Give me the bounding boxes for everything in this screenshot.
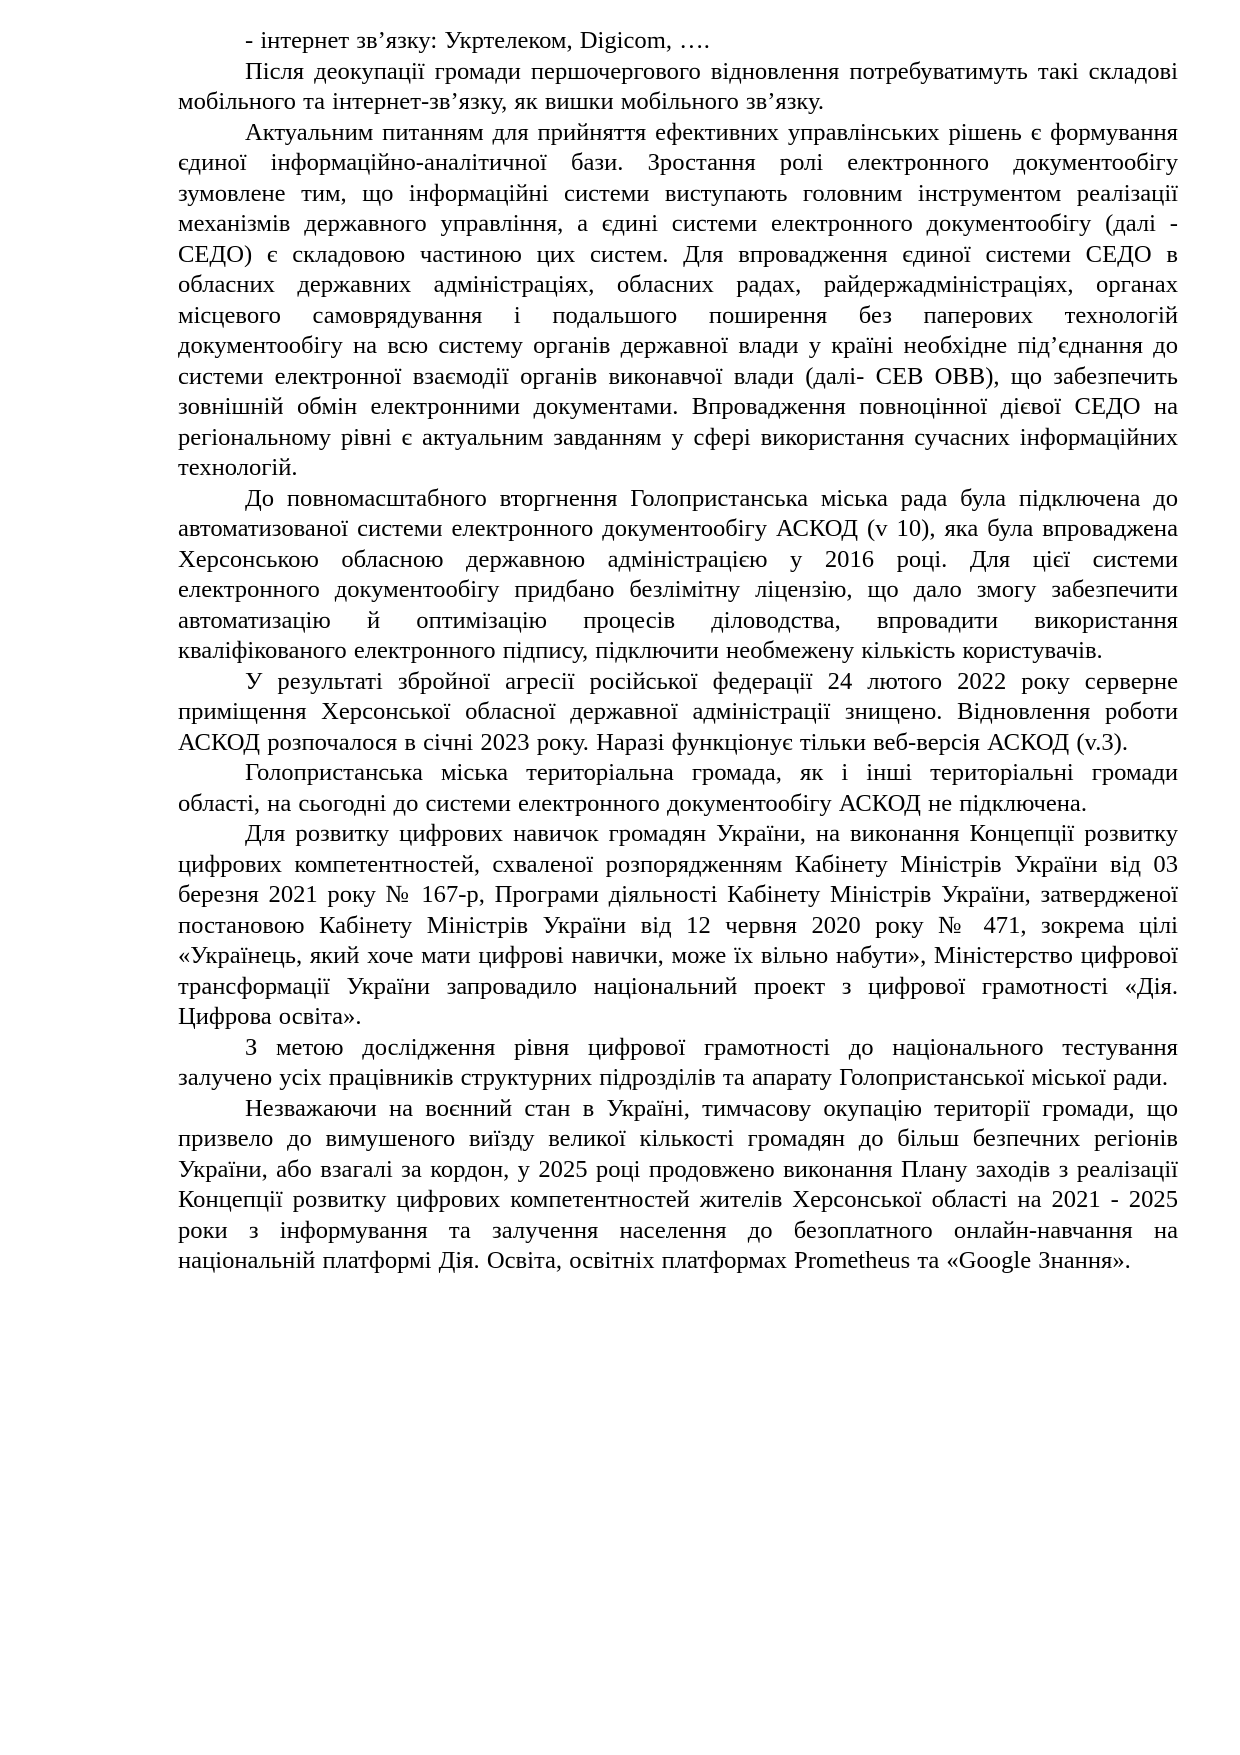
paragraph-hromada-not-connected: Голопристанська міська територіальна громада, як і інші територіальні громади області, на сьогодні до системи електронного документообігу АСКОД не підключена.: [178, 759, 1178, 817]
paragraph-server-destroyed-2022: У результаті збройної агресії російської федерації 24 лютого 2022 року серверне приміщення Херсонської обласної державної адміністрації знищено. Відновлення роботи АСКОД розпочалося в січні 2023 року. Наразі функціонує тільки веб-версія АСКОД (v.3).: [178, 667, 1178, 756]
paragraph-sedo-implementation: Актуальним питанням для прийняття ефективних управлінських рішень є формування єдиної інформаційно-аналітичної бази. Зростання ролі електронного документообігу зумовлене тим, що інформаційні системи виступають головним інструментом реалізації механізмів державного управління, а єдині системи електронного документообігу (далі - СЕДО) є складовою частиною цих систем. Для впровадження єдиної системи СЕДО в обласних державних адміністраціях, обласних радах, райдержадміністраціях, органах місцевого самоврядування і подальшого поширення без паперових технологій документообігу на всю систему органів державної влади у країні необхідне під’єднання до системи електронної взаємодії органів виконавчої влади (далі- СЕВ ОВВ), що забезпечить зовнішній обмін електронними документами. Впровадження повноцінної дієвої СЕДО на регіональному рівні є актуальним завданням у сфері використання сучасних інформаційних технологій.: [178, 118, 1178, 481]
paragraph-wartime-plan-2025: Незважаючи на воєнний стан в Україні, тимчасову окупацію території громади, що призвело до вимушеного виїзду великої кількості громадян до більш безпечних регіонів України, або взагалі за кордон, у 2025 році продовжено виконання Плану заходів з реалізації Концепції розвитку цифрових компетентностей жителів Херсонської області на 2021 - 2025 роки з інформування та залучення населення до безоплатного онлайн-навчання на національній платформі Дія. Освіта, освітніх платформах Prometheus та «Google Знання».: [178, 1094, 1178, 1274]
paragraph-digital-literacy-testing: З метою дослідження рівня цифрової грамотності до національного тестування залучено усіх працівників структурних підрозділів та апарату Голопристанської міської ради.: [178, 1033, 1178, 1091]
paragraph-digital-skills-concept: Для розвитку цифрових навичок громадян України, на виконання Концепції розвитку цифрових компетентностей, схваленої розпорядженням Кабінету Міністрів України від 03 березня 2021 року № 167-р, Програми діяльності Кабінету Міністрів України, затвердженої постановою Кабінету Міністрів України від 12 червня 2020 року № 471, зокрема цілі «Українець, який хоче мати цифрові навички, може їх вільно набути», Міністерство цифрової трансформації України запровадило національний проект з цифрової грамотності «Дія. Цифрова освіта».: [178, 820, 1178, 1030]
paragraph-askod-before-invasion: До повномасштабного вторгнення Голопристанська міська рада була підключена до автоматизованої системи електронного документообігу АСКОД (v 10), яка була впроваджена Херсонською обласною державною адміністрацією у 2016 році. Для цієї системи електронного документообігу придбано безлімітну ліцензію, що дало змогу забезпечити автоматизацію й оптимізацію процесів діловодства, впровадити використання кваліфікованого електронного підпису, підключити необмежену кількість користувачів.: [178, 484, 1178, 664]
paragraph-deoccupation-restoration: Після деокупації громади першочергового відновлення потребуватимуть такі складові мобільного та інтернет-зв’язку, як вишки мобільного зв’язку.: [178, 57, 1178, 115]
paragraph-list-item-internet: - інтернет зв’язку: Укртелеком, Digicom, ….: [245, 27, 710, 54]
